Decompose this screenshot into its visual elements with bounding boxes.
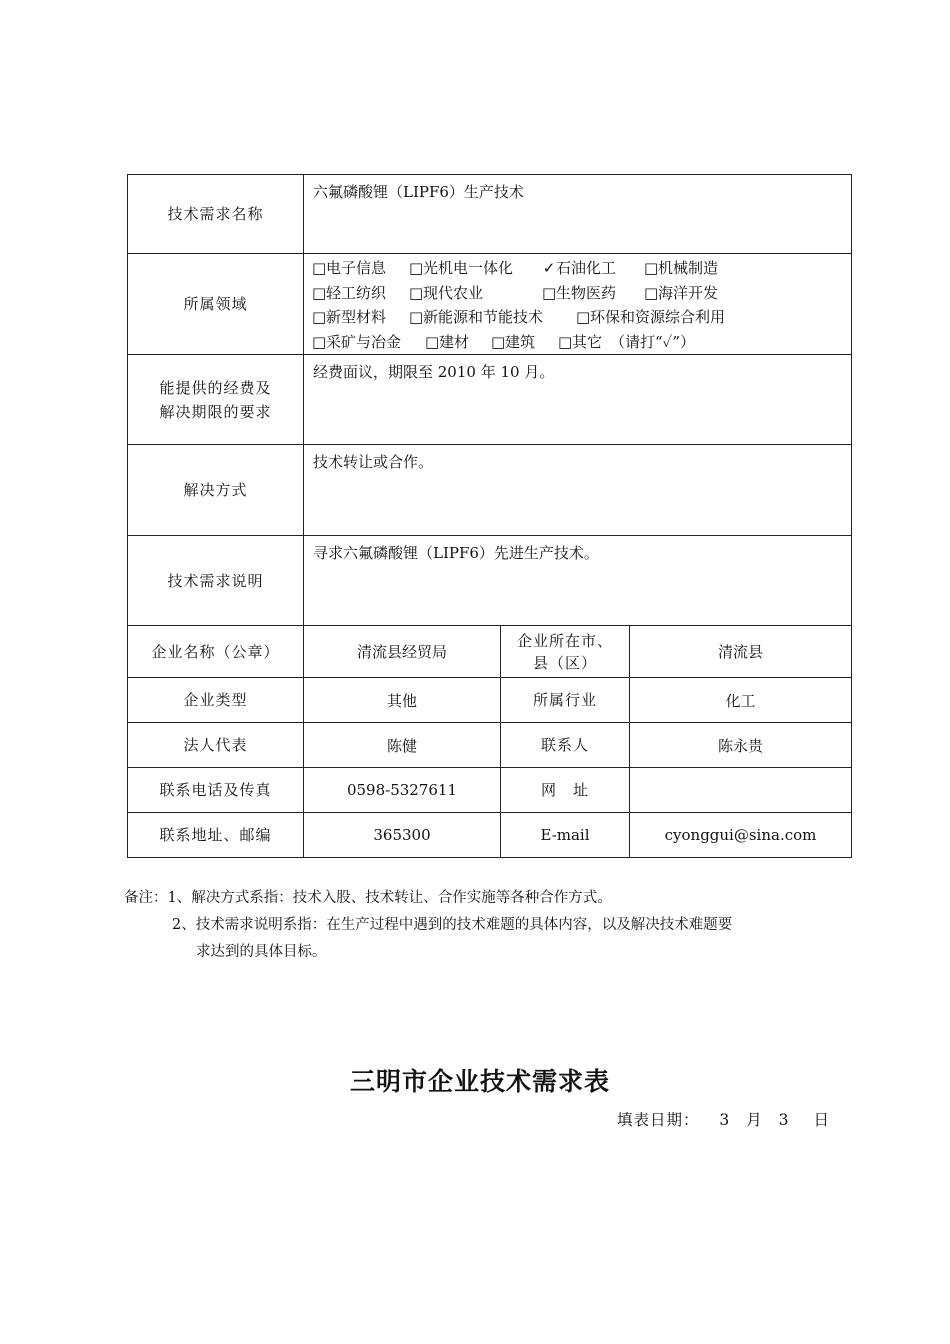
checkbox-icon: □ [644, 283, 659, 302]
date-day: 3 [778, 1111, 790, 1129]
web-label: 网 址 [501, 768, 630, 813]
contact-label: 联系人 [501, 723, 630, 768]
date-day-unit: 日 [813, 1111, 830, 1129]
domain-option[interactable]: □环保和资源综合利用 [576, 305, 725, 330]
tech-demand-form [127, 174, 851, 857]
checkbox-icon: □ [576, 308, 591, 326]
row-domain [128, 254, 852, 355]
domain-line-4 [312, 330, 851, 355]
notes [124, 885, 844, 966]
checkbox-icon: □ [312, 283, 327, 302]
note-1: 备注：1、解决方式系指：技术入股、技术转让、合作实施等各种合作方式。 [124, 890, 612, 906]
phone-value: 0598-5327611 [304, 768, 501, 813]
row-phone [128, 768, 852, 813]
domain-option[interactable]: □建筑 [491, 330, 558, 355]
domain-options [304, 254, 852, 355]
page-title: 三明市企业技术需求表 [349, 1067, 610, 1096]
domain-option[interactable]: □建材 [425, 330, 491, 355]
row-funding [128, 355, 852, 445]
row-method [128, 445, 852, 536]
domain-option[interactable]: □采矿与冶金 [312, 330, 425, 355]
web-value [630, 768, 852, 813]
address-value: 365300 [304, 813, 501, 858]
row-legal [128, 723, 852, 768]
company-value: 清流县经贸局 [304, 626, 501, 678]
phone-label: 联系电话及传真 [128, 768, 304, 813]
legal-value: 陈健 [304, 723, 501, 768]
funding-label: 能提供的经费及 解决期限的要求 [128, 355, 304, 445]
name-label: 技术需求名称 [128, 175, 304, 254]
checkbox-icon: □ [409, 308, 424, 326]
domain-option[interactable]: □生物医药 [542, 281, 644, 306]
name-value: 六氟磷酸锂（LIPF6）生产技术 [304, 175, 852, 254]
checkmark-icon: ✓ [542, 259, 556, 277]
industry-label: 所属行业 [501, 678, 630, 723]
email-value: cyonggui@sina.com [630, 813, 852, 858]
checkbox-icon: □ [491, 332, 506, 351]
legal-label: 法人代表 [128, 723, 304, 768]
checkbox-icon: □ [409, 259, 424, 277]
contact-value: 陈永贵 [630, 723, 852, 768]
fill-date [617, 1108, 830, 1130]
row-description [128, 536, 852, 626]
address-label: 联系地址、邮编 [128, 813, 304, 858]
domain-option[interactable]: □海洋开发 [644, 281, 718, 306]
domain-hint: （请打“✓”） [610, 332, 696, 351]
domain-label: 所属领域 [128, 254, 304, 355]
checkbox-icon: □ [312, 332, 327, 351]
domain-option[interactable]: ✓石油化工 [542, 256, 644, 281]
date-label: 填表日期： [616, 1111, 700, 1129]
domain-option[interactable]: □轻工纺织 [312, 281, 409, 306]
method-label: 解决方式 [128, 445, 304, 536]
row-name [128, 175, 852, 254]
email-label: E-mail [501, 813, 630, 858]
type-label: 企业类型 [128, 678, 304, 723]
funding-value: 经费面议，期限至 2010 年 10 月。 [304, 355, 852, 445]
type-value: 其他 [304, 678, 501, 723]
row-company [128, 626, 852, 678]
row-address [128, 813, 852, 858]
form-table [127, 174, 852, 858]
checkbox-icon: □ [425, 332, 440, 351]
date-month: 3 [719, 1111, 731, 1129]
checkbox-icon: □ [312, 308, 327, 326]
company-label: 企业名称（公章） [128, 626, 304, 678]
domain-option[interactable]: □机械制造 [644, 256, 718, 281]
checkbox-icon: □ [558, 332, 573, 351]
date-month-unit: 月 [746, 1111, 763, 1129]
checkbox-icon: □ [312, 259, 327, 277]
domain-option[interactable]: □新型材料 [312, 305, 409, 330]
domain-option[interactable]: □其它 [558, 330, 610, 355]
method-value: 技术转让或合作。 [304, 445, 852, 536]
note-2-continued: 求达到的具体目标。 [196, 944, 327, 960]
note-2: 2、技术需求说明系指：在生产过程中遇到的技术难题的具体内容，以及解决技术难题要 [172, 917, 733, 933]
checkbox-icon: □ [409, 283, 424, 302]
domain-line-1 [312, 256, 851, 281]
industry-value: 化工 [630, 678, 852, 723]
desc-label: 技术需求说明 [128, 536, 304, 626]
checkbox-icon: □ [542, 283, 557, 302]
desc-value: 寻求六氟磷酸锂（LIPF6）先进生产技术。 [304, 536, 852, 626]
domain-line-2 [312, 281, 851, 306]
checkbox-icon: □ [644, 259, 659, 277]
domain-option[interactable]: □电子信息 [312, 256, 409, 281]
row-type [128, 678, 852, 723]
domain-line-3 [312, 305, 851, 330]
city-value: 清流县 [630, 626, 852, 678]
domain-option[interactable]: □新能源和节能技术 [409, 305, 576, 330]
domain-option[interactable]: □光机电一体化 [409, 256, 542, 281]
domain-option[interactable]: □现代农业 [409, 281, 542, 306]
city-label: 企业所在市、 县（区） [501, 626, 630, 678]
